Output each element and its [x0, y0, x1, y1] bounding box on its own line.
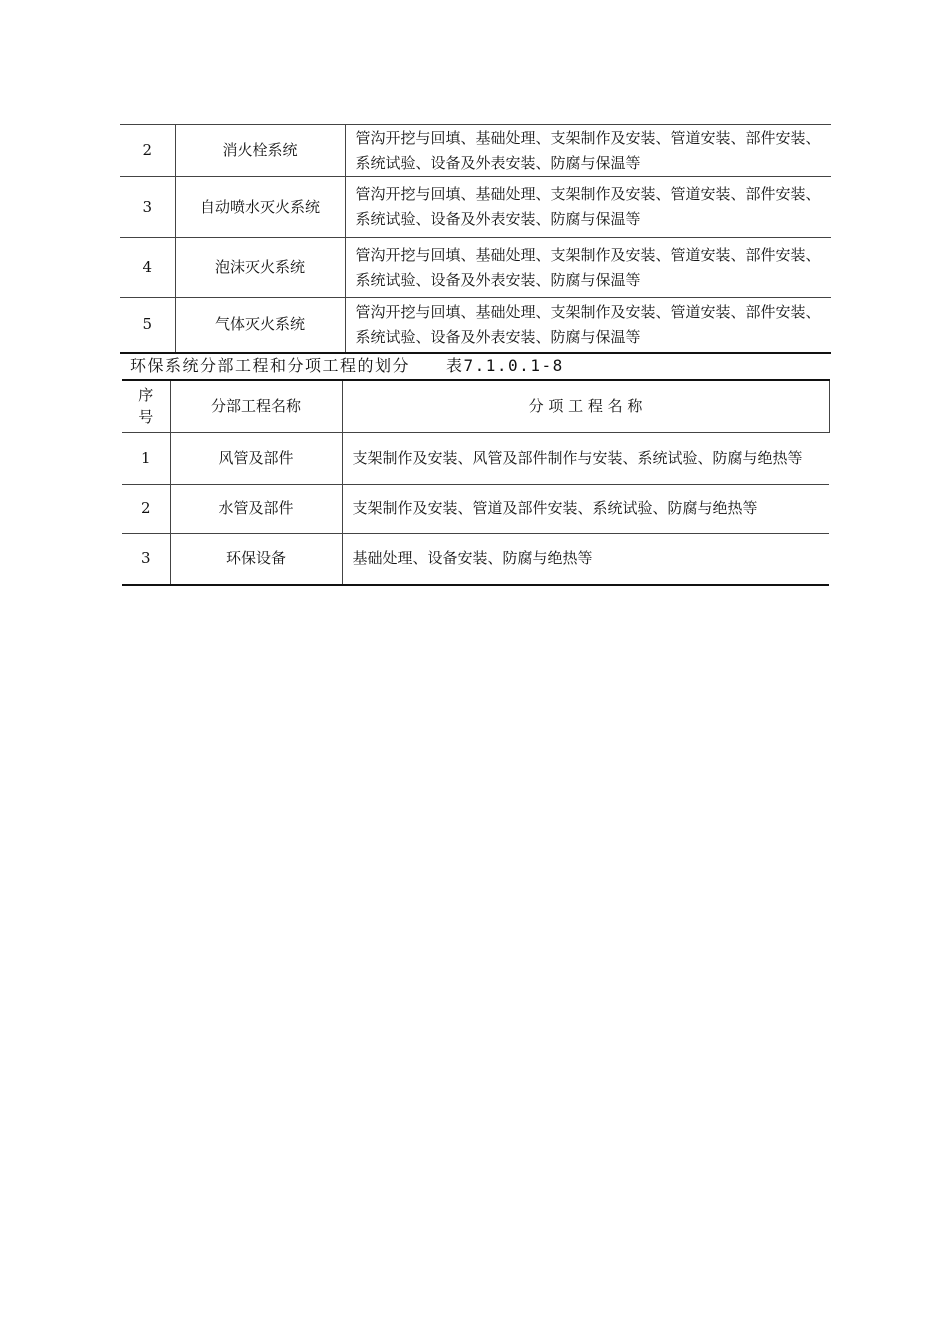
table-row — [120, 125, 831, 177]
item-list: 管沟开挖与回填、基础处理、支架制作及安装、管道安装、部件安装、系统试验、设备及外表安装、防腐与保温等 — [345, 238, 831, 298]
subdivision-name: 风管及部件 — [170, 432, 342, 484]
row-number: 1 — [122, 432, 170, 484]
subdivision-name: 水管及部件 — [170, 484, 342, 533]
item-list: 管沟开挖与回填、基础处理、支架制作及安装、管道安装、部件安装、系统试验、设备及外表安装、防腐与保温等 — [345, 298, 831, 353]
table-header-row — [122, 380, 829, 432]
row-number: 5 — [120, 298, 175, 353]
header-number-text: 序号 — [138, 386, 154, 427]
table-row — [120, 177, 831, 238]
table-row — [122, 484, 829, 533]
header-number — [122, 380, 170, 432]
item-list: 管沟开挖与回填、基础处理、支架制作及安装、管道安装、部件安装、系统试验、设备及外表安装、防腐与保温等 — [345, 125, 831, 177]
row-number: 3 — [120, 177, 175, 238]
subdivision-name: 泡沫灭火系统 — [175, 238, 345, 298]
table-row — [120, 298, 831, 353]
subdivision-name: 环保设备 — [170, 533, 342, 585]
table-row — [120, 238, 831, 298]
fire-system-division-table — [120, 124, 831, 354]
item-list: 支架制作及安装、风管及部件制作与安装、系统试验、防腐与绝热等 — [342, 432, 829, 484]
item-list: 支架制作及安装、管道及部件安装、系统试验、防腐与绝热等 — [342, 484, 829, 533]
header-item-name: 分 项 工 程 名 称 — [342, 380, 829, 432]
subdivision-name: 自动喷水灭火系统 — [175, 177, 345, 238]
row-number: 2 — [122, 484, 170, 533]
row-number: 3 — [122, 533, 170, 585]
header-subdivision-name: 分部工程名称 — [170, 380, 342, 432]
subdivision-name: 气体灭火系统 — [175, 298, 345, 353]
caption-title: 环保系统分部工程和分项工程的划分 — [130, 356, 411, 375]
item-list: 管沟开挖与回填、基础处理、支架制作及安装、管道安装、部件安装、系统试验、设备及外表安装、防腐与保温等 — [345, 177, 831, 238]
subdivision-name: 消火栓系统 — [175, 125, 345, 177]
environmental-system-division-table — [122, 379, 830, 586]
row-number: 2 — [120, 125, 175, 177]
row-number: 4 — [120, 238, 175, 298]
table-number: 表7.1.0.1-8 — [446, 356, 564, 375]
table-caption — [130, 354, 564, 378]
table-row — [122, 533, 829, 585]
item-list: 基础处理、设备安装、防腐与绝热等 — [342, 533, 829, 585]
table-row — [122, 432, 829, 484]
